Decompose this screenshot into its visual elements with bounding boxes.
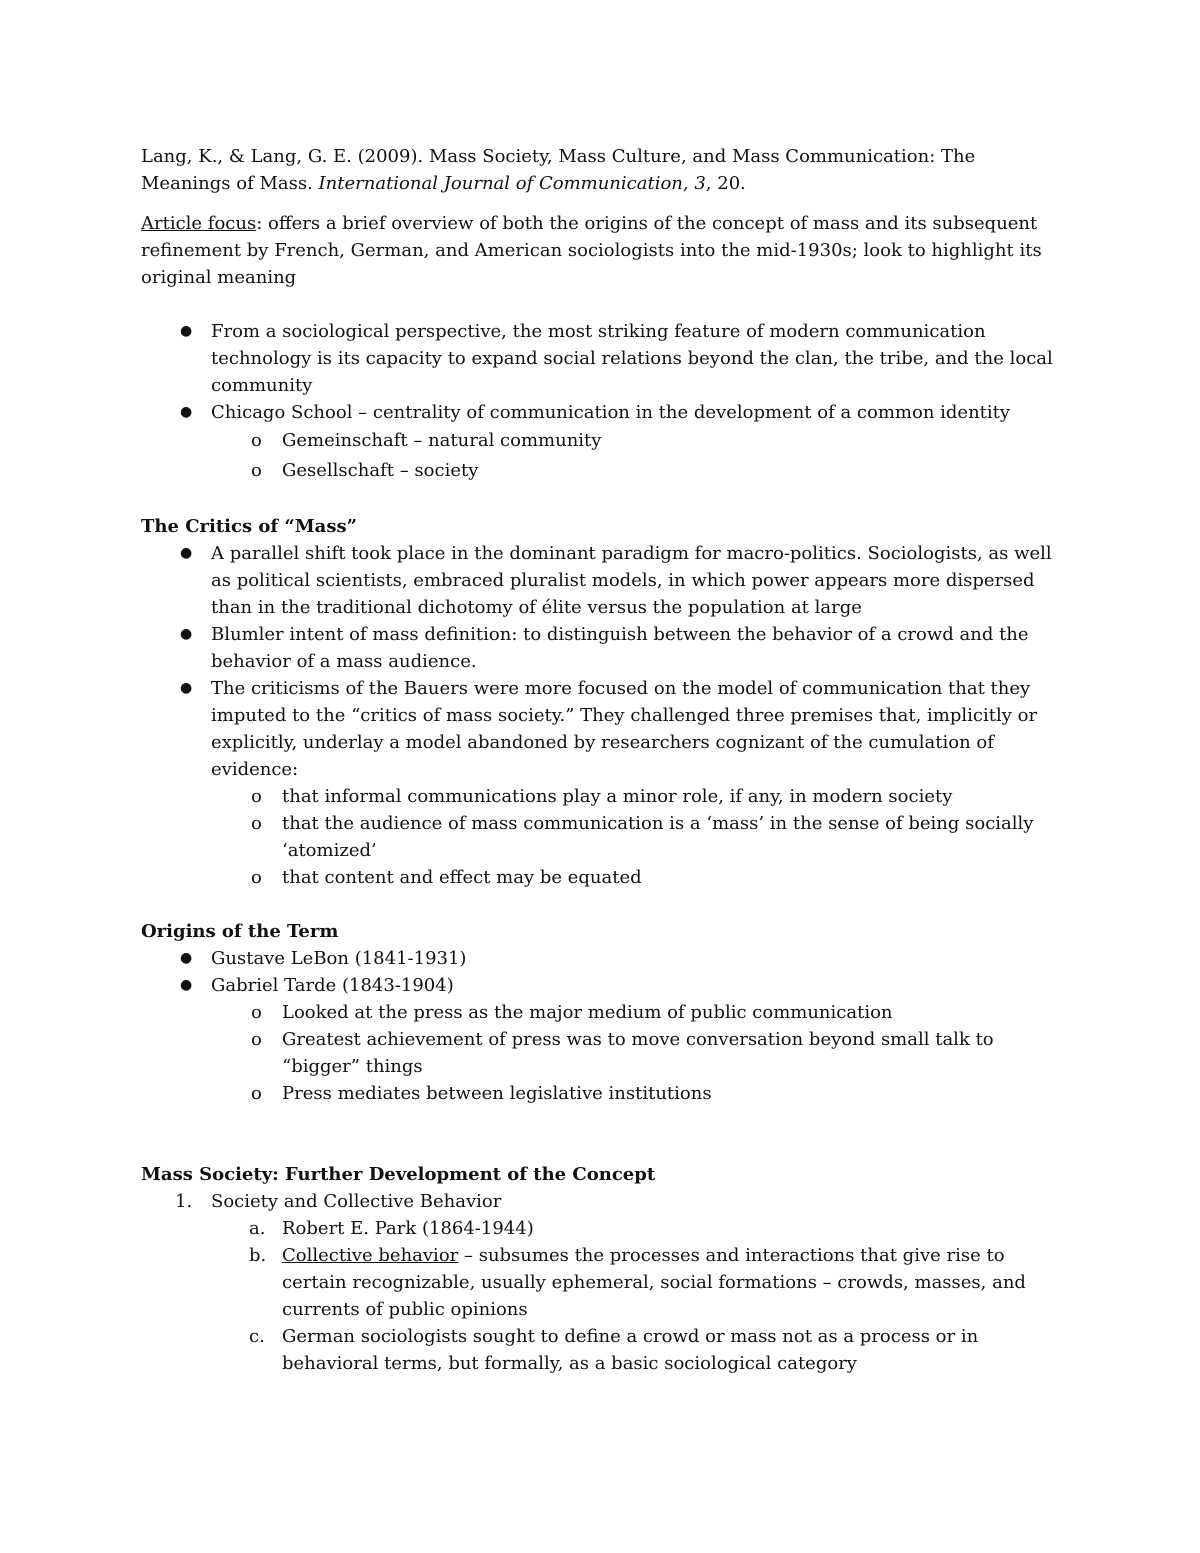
mass-society-list: [141, 1188, 1060, 1377]
list-item: [141, 1188, 1060, 1215]
bullet-icon: ●: [180, 545, 193, 561]
intro-bullet-text: From a sociological perspective, the most striking feature of modern communication technology is its capacity to expand social relations beyond the clan, the tribe, and the local community: [211, 321, 1053, 396]
origins-bullet-list: [141, 945, 1060, 1107]
citation-journal: International Journal of Communication, 3: [318, 173, 706, 194]
list-item: [141, 864, 1060, 891]
sub-bullet-icon: o: [251, 1083, 262, 1104]
mass-society-heading: Mass Society: Further Development of the Concept: [141, 1164, 656, 1185]
article-focus: [141, 210, 1060, 291]
collective-behavior-label: Collective behavior: [282, 1245, 459, 1266]
origins-sub-bullet-text: Greatest achievement of press was to move conversation beyond small talk to “bigger” things: [282, 1029, 994, 1077]
origins-bullet-text: Gustave LeBon (1841-1931): [211, 948, 467, 969]
sub-bullet-icon: o: [251, 813, 262, 834]
mass-society-sub-text: German sociologists sought to define a crowd or mass not as a process or in behavioral terms, but formally, as a basic sociological category: [282, 1326, 979, 1374]
intro-bullet-text: Chicago School – centrality of communication in the development of a common identity: [211, 402, 1011, 423]
list-number: 1.: [175, 1191, 193, 1212]
list-item: [141, 999, 1060, 1026]
bullet-icon: ●: [180, 404, 193, 420]
sub-bullet-icon: o: [251, 867, 262, 888]
sub-bullet-icon: o: [251, 1029, 262, 1050]
list-letter: c.: [249, 1326, 265, 1347]
sub-bullet-icon: o: [251, 786, 262, 807]
intro-bullet-list: [141, 318, 1060, 486]
origins-bullet-text: Gabriel Tarde (1843-1904): [211, 975, 454, 996]
list-item: [141, 783, 1060, 810]
list-letter: b.: [249, 1245, 267, 1266]
origins-sub-bullet-text: Looked at the press as the major medium of public communication: [282, 1002, 893, 1023]
sub-bullet-icon: o: [251, 460, 262, 481]
list-item: [141, 426, 1060, 456]
critics-bullet-text: Blumler intent of mass definition: to distinguish between the behavior of a crowd and the behavior of a mass audience.: [211, 624, 1029, 672]
bullet-icon: ●: [180, 626, 193, 642]
list-item: [141, 540, 1060, 621]
origins-heading: Origins of the Term: [141, 921, 339, 942]
citation-pages: , 20.: [705, 173, 746, 194]
bullet-icon: ●: [180, 680, 193, 696]
critics-heading: The Critics of “Mass”: [141, 516, 357, 537]
bullet-icon: ●: [180, 977, 193, 993]
mass-society-sub-text: Robert E. Park (1864-1944): [282, 1218, 534, 1239]
list-item: [141, 399, 1060, 426]
article-focus-label: Article focus: [141, 213, 257, 234]
list-item: [141, 972, 1060, 999]
citation-text: Lang, K., & Lang, G. E. (2009). Mass Society, Mass Culture, and Mass Communication: The Meanings of Mass.: [141, 146, 976, 194]
mass-society-sub-text: – subsumes the processes and interactions that give rise to certain recognizable, usually ephemeral, social formations – crowds, masses, and currents of public opinions: [282, 1245, 1026, 1320]
list-item: [141, 945, 1060, 972]
critics-sub-bullet-text: that the audience of mass communication is a ‘mass’ in the sense of being socially ‘atomized’: [282, 813, 1034, 861]
list-item: [141, 456, 1060, 486]
critics-bullet-text: The criticisms of the Bauers were more focused on the model of communication that they imputed to the “critics of mass society.” They challenged three premises that, implicitly or explicitly, underlay a model abandoned by researchers cognizant of the cumulation of evidence:: [211, 678, 1038, 780]
list-item: [141, 318, 1060, 399]
critics-bullet-list: [141, 540, 1060, 891]
list-item: [141, 1026, 1060, 1080]
intro-sub-bullet-text: Gesellschaft – society: [282, 460, 479, 481]
sub-bullet-icon: o: [251, 1002, 262, 1023]
critics-sub-bullet-text: that content and effect may be equated: [282, 867, 642, 888]
article-focus-text: : offers a brief overview of both the origins of the concept of mass and its subsequent refinement by French, German, and American sociologists into the mid-1930s; look to highlight its original meaning: [141, 213, 1042, 288]
sub-bullet-icon: o: [251, 430, 262, 451]
list-item: [141, 1323, 1060, 1377]
list-letter: a.: [249, 1218, 266, 1239]
list-item: [141, 621, 1060, 675]
list-item: [141, 675, 1060, 783]
list-item: [141, 1242, 1060, 1323]
bullet-icon: ●: [180, 950, 193, 966]
list-item: [141, 810, 1060, 864]
critics-bullet-text: A parallel shift took place in the dominant paradigm for macro-politics. Sociologists, as well as political scientists, embraced pluralist models, in which power appears more dispersed than in the traditional dichotomy of élite versus the population at large: [211, 543, 1052, 618]
mass-society-item-text: Society and Collective Behavior: [211, 1191, 502, 1212]
list-item: [141, 1080, 1060, 1107]
list-item: [141, 1215, 1060, 1242]
critics-sub-bullet-text: that informal communications play a minor role, if any, in modern society: [282, 786, 953, 807]
bullet-icon: ●: [180, 323, 193, 339]
origins-sub-bullet-text: Press mediates between legislative institutions: [282, 1083, 712, 1104]
citation: [141, 143, 1060, 197]
intro-sub-bullet-text: Gemeinschaft – natural community: [282, 430, 602, 451]
